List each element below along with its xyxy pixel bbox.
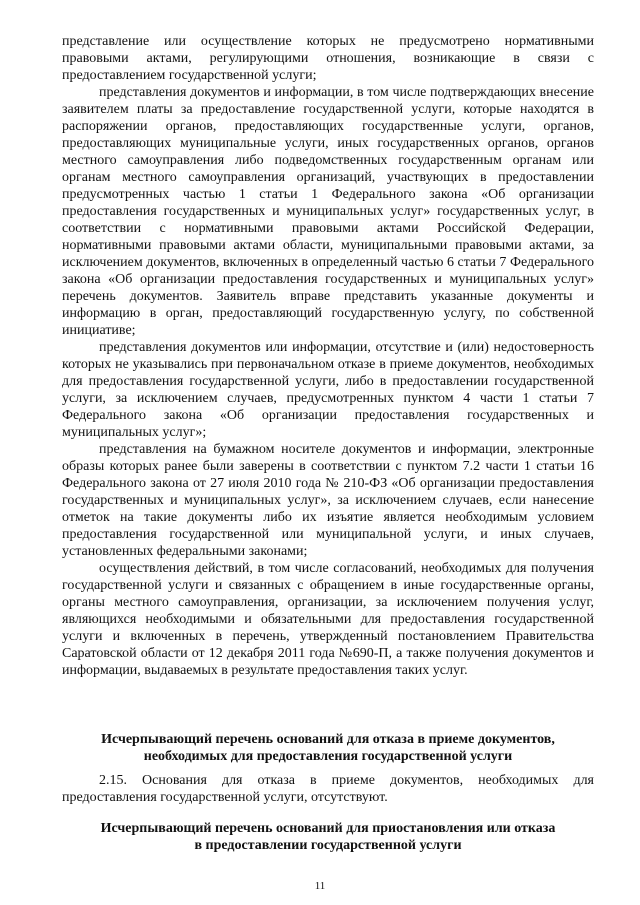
paragraph-continuation: представление или осуществление которых не предусмотрено нормативными правовыми актами, регулирующими отношения, возникающие в связи с предоставлением государственной услуги; xyxy=(62,34,594,83)
clause-2-15: 2.15. Основания для отказа в приеме документов, необходимых для предоставления государственной услуги, отсутствуют. xyxy=(62,773,594,805)
heading-line: Исчерпывающий перечень оснований для отказа в приеме документов, xyxy=(101,732,555,747)
paragraph-paper-documents: представления на бумажном носителе документов и информации, электронные образы которых ранее были заверены в соответствии с пунктом 7.2 части 1 статьи 16 Федерального закона от 27 июля 2010 года № 210-ФЗ «Об организации предоставления государственных и муниципальных услуг», за исключением случаев, если нанесение отметок на такие документы либо их изъятие является необходимым условием предоставления государственной или муниципальной услуги, и иных случаев, установленных федеральными законами; xyxy=(62,442,594,559)
heading-line: в предоставлении государственной услуги xyxy=(194,838,462,853)
paragraph-missing-documents: представления документов или информации, отсутствие и (или) недостоверность которых не указывались при первоначальном отказе в приеме документов, необходимых для предоставления государственной услуги, либо в предоставлении государственной услуги, за исключением случаев, предусмотренных пунктом 4 части 1 статьи 7 Федерального закона «Об организации предоставления государственных и муниципальных услуг»; xyxy=(62,340,594,440)
paragraph-documents-information: представления документов и информации, в том числе подтверждающих внесение заявителем платы за предоставление государственной услуги, которые находятся в распоряжении органов, предоставляющих государственные услуги, органов, предоставляющих муниципальные услуги, иных государственных органов, органов местного самоуправления либо подведомственных государственным органам или органам местного самоуправления организаций, участвующих в предоставлении предусмотренных частью 1 статьи 1 Федерального закона «Об организации предоставления государственных и муниципальных услуг» государственных услуг, в соответствии с нормативными правовыми актами Российской Федерации, нормативными правовыми актами области, муниципальными правовыми актами, за исключением документов, включенных в определенный частью 6 статьи 7 Федерального закона «Об организации предоставления государственных и муниципальных услуг» перечень документов. Заявитель вправе представить указанные документы и информацию в орган, предоставляющий государственную услугу, по собственной инициативе; xyxy=(62,85,594,338)
page-number: 11 xyxy=(314,880,326,892)
heading-line: Исчерпывающий перечень оснований для приостановления или отказа xyxy=(100,821,556,836)
section-heading-refusal-acceptance xyxy=(62,731,594,765)
clause-2-15-block xyxy=(62,772,594,806)
paragraph-approvals: осуществления действий, в том числе согласований, необходимых для получения государственной услуги и связанных с обращением в иные государственные органы, органы местного самоуправления, организации, за исключением получения услуг, являющихся необходимыми и обязательными для предоставления государственной услуги и включенных в перечень, утвержденный постановлением Правительства Саратовской области от 12 декабря 2011 года №690-П, а также получения документов и информации, выдаваемых в результате предоставления таких услуг. xyxy=(62,561,594,678)
heading-line: необходимых для предоставления государственной услуги xyxy=(143,749,513,764)
body-text-block xyxy=(62,33,594,679)
section-heading-suspension xyxy=(62,820,594,854)
